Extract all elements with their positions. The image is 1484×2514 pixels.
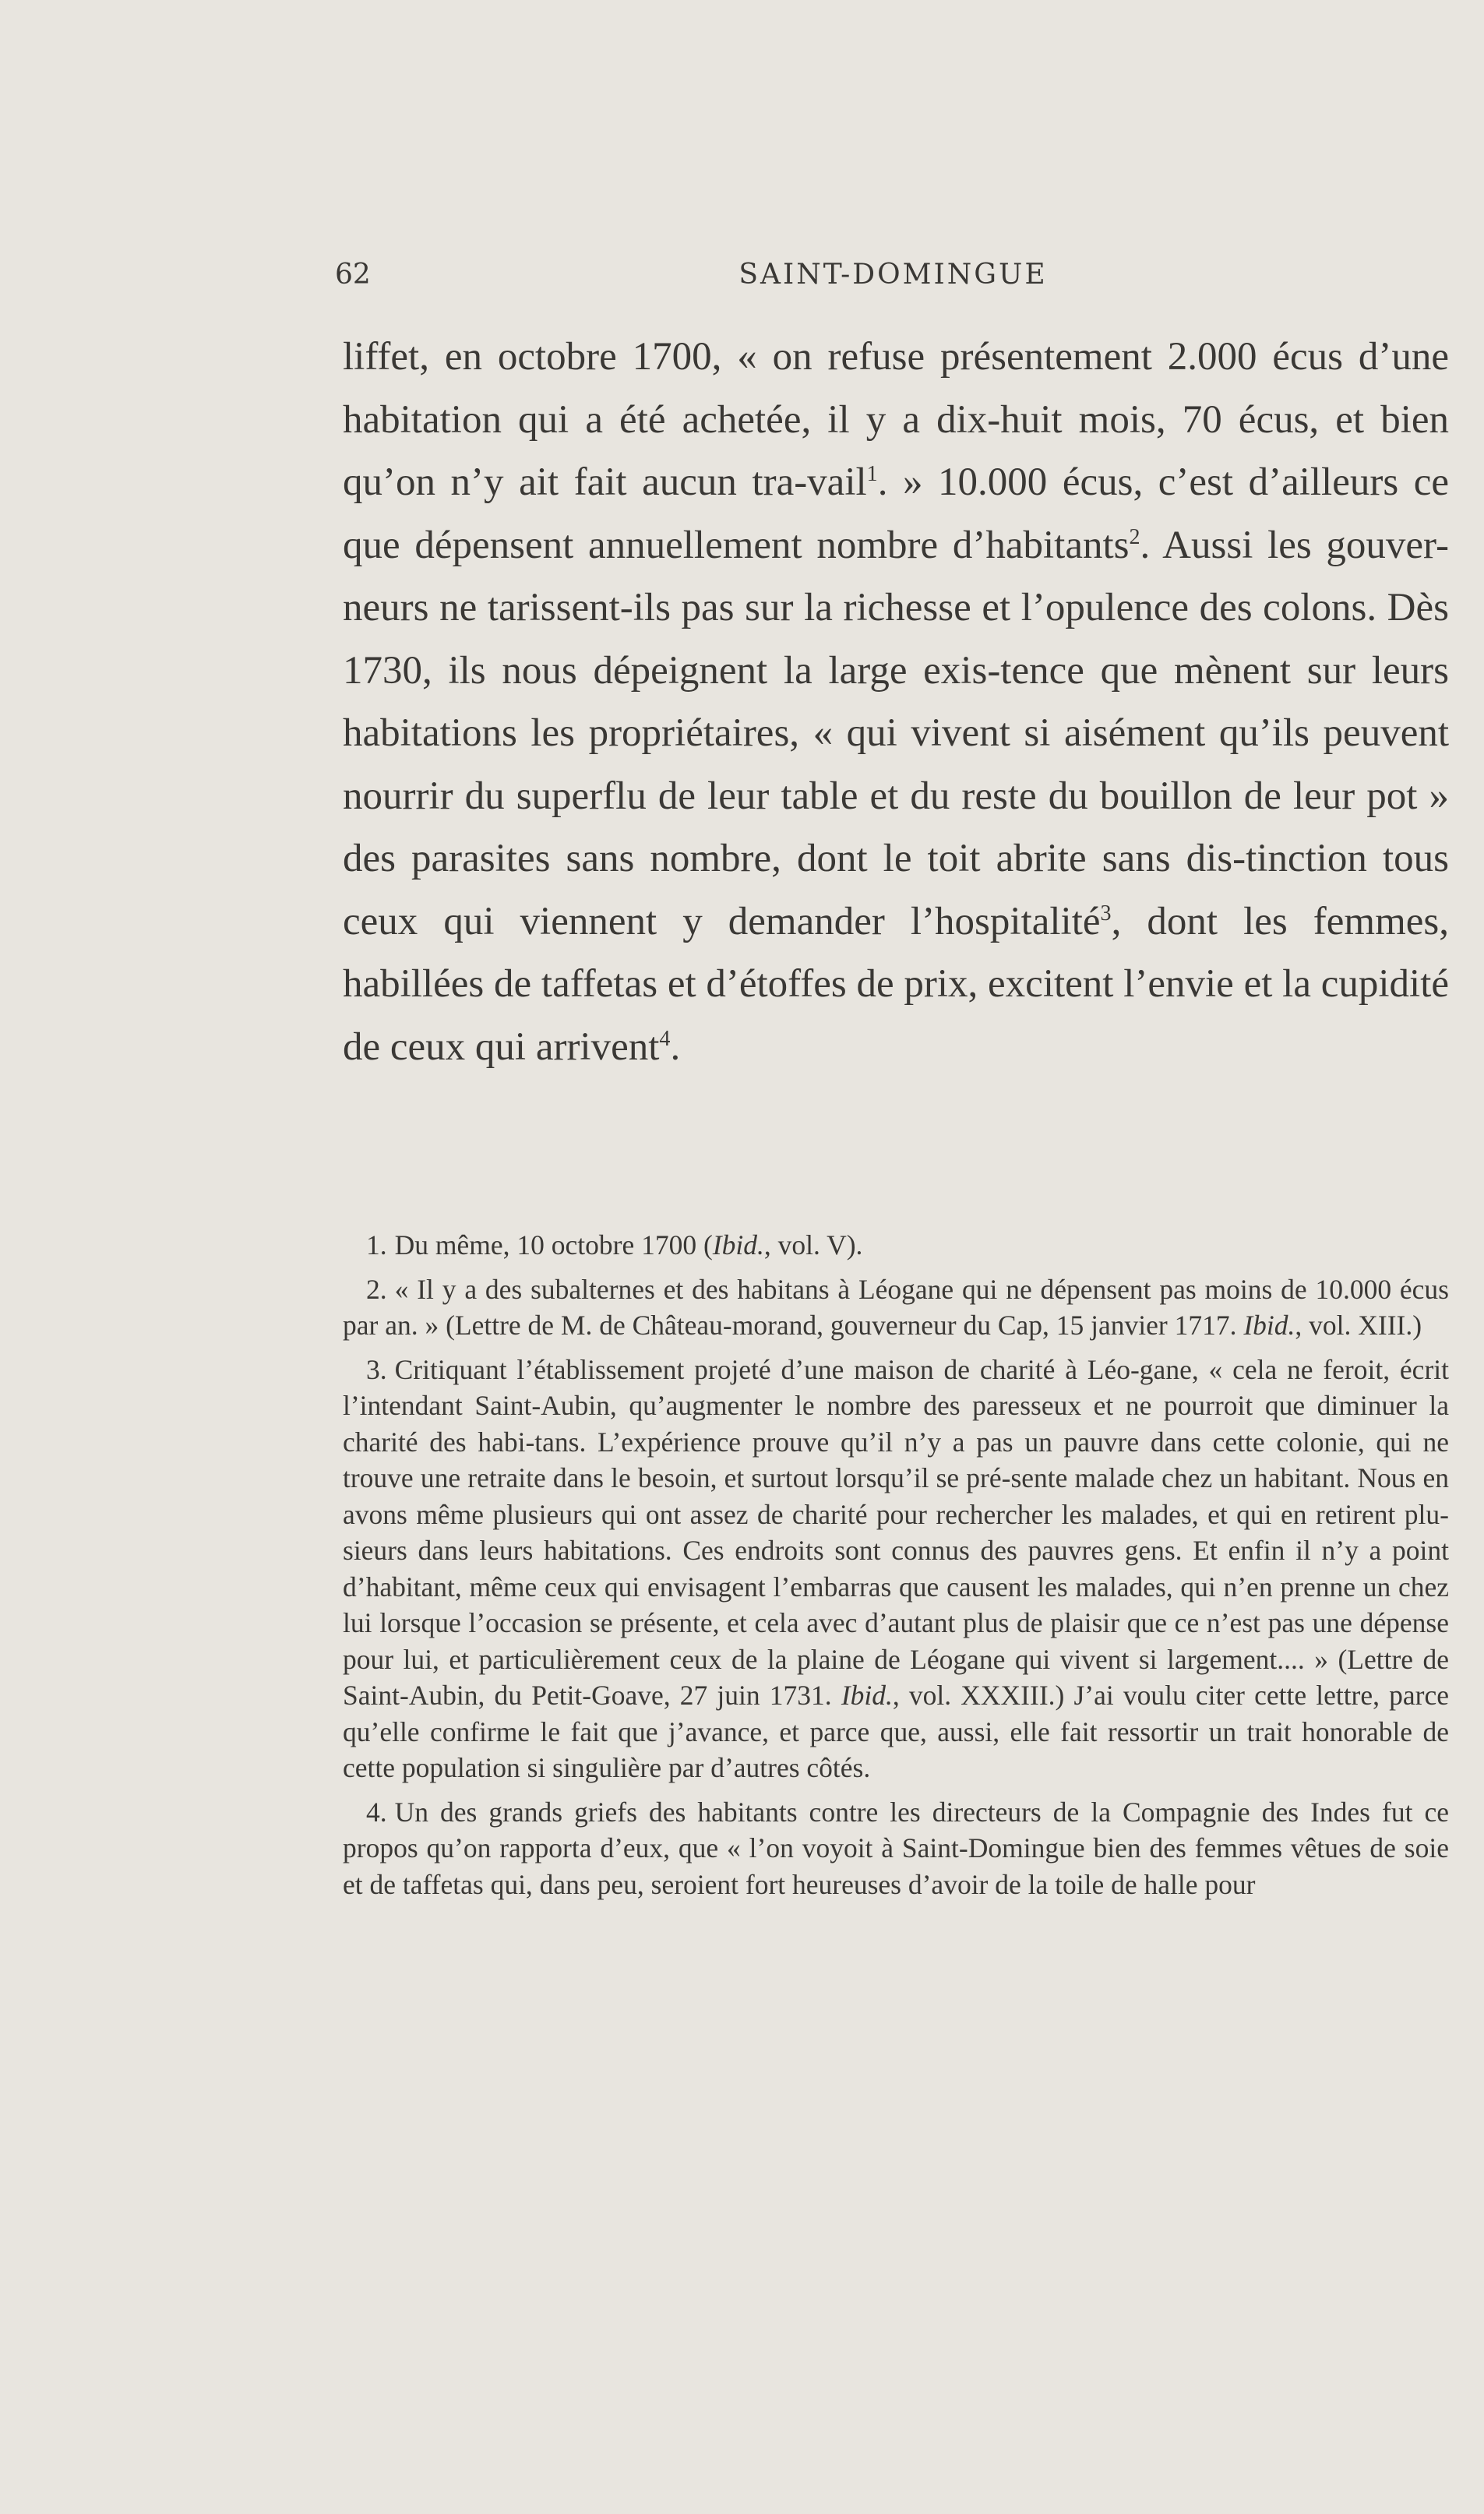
footnote-ref-3: 3 [1100,901,1112,926]
footnote-ref-4: 4 [659,1026,671,1051]
footnote-text: Critiquant l’établissement projeté d’une maison de charité à Léo-gane, « cela ne feroit, écrit l’intendant Saint-Aubin, qu’augmenter le nombre des paresseux et ne pourroit que diminuer la charité des habi-tans. L’expérience prouve qu’il n’y a pas un pauvre dans cette colonie, qui ne trouve une retraite dans le besoin, et surtout lorsqu’il se pré-sente malade chez un habitant. Nous en avons même plusieurs qui ont assez de charité pour rechercher les malades, et qui en retirent plu-sieurs dans leurs habitations. Ces endroits sont connus des pauvres gens. Et enfin il n’y a point d’habitant, même ceux qui envisagent l’embarras que causent les malades, qui n’en prenne un chez lui lorsque l’occasion se présente, et cela avec d’autant plus de plaisir que ce n’est pas une dépense pour lui, et particulièrement ceux de la plaine de Léogane qui vivent si largement.... » (Lettre de Saint-Aubin, du Petit-Goave, 27 juin 1731. [343,1353,1449,1711]
footnote-ibid: Ibid. [841,1680,893,1711]
page-number: 62 [335,259,371,291]
footnote-text: « Il y a des subalternes et des habitans à Léogane qui ne dépensent pas moins de 10.000 écus par an. » (Lettre de M. de Château-morand, gouverneur du Cap, 15 janvier 1717. [343,1273,1449,1341]
footnote-ibid: Ibid. [712,1229,764,1261]
text-segment: liffet, en octobre 1700, « on refuse présentement 2.000 écus d’une habitation qui a été achetée, il y a dix-huit mois, 70 écus, et bien qu’on n’y ait fait aucun tra-vail [343,335,1449,504]
running-head: SAINT-DOMINGUE [738,259,1048,291]
footnote-ref-1: 1 [866,462,878,486]
text-segment: . [670,1024,681,1069]
main-text [343,326,1449,1078]
body-paragraph [343,326,1449,1078]
footnote-text: Un des grands griefs des habitants contre les directeurs de la Compagnie des Indes fut ce propos qu’on rapporta d’eux, que « l’on voyoit à Saint-Domingue bien des femmes vêtues de soie et de taffetas qui, dans peu, seroient fort heureuses d’avoir de la toile de halle pour [343,1796,1449,1900]
footnotes [343,1227,1449,1910]
footnote-1 [343,1227,1449,1264]
footnote-number: 3. [366,1353,387,1385]
footnote-text: Du même, 10 octobre 1700 ( [394,1229,713,1261]
text-segment: , dont les femmes, habillées de taffetas et d’étoffes de prix, excitent l’envie et la cupidité de ceux qui arrivent [343,899,1450,1069]
page-header [335,259,1451,305]
footnote-number: 1. [366,1229,387,1261]
footnote-text: , vol. V). [763,1229,863,1261]
text-segment: . » 10.000 écus, c’est d’ailleurs ce que dépensent annuellement nombre d’habitants [343,460,1450,567]
footnote-4 [343,1794,1449,1903]
footnote-ibid: Ibid. [1243,1310,1295,1341]
text-segment: . Aussi les gouver-neurs ne tarissent-ils pas sur la richesse et l’opulence des colons. Dès 1730, ils nous dépeignent la large exis-tence que mènent sur leurs habitations les propriétaires, « qui vivent si aisément qu’ils peuvent nourrir du superflu de leur table et du reste du bouillon de leur pot » des parasites sans nombre, dont le toit abrite sans dis-tinction tous ceux qui viennent y demander l’hospitalité [343,523,1449,943]
footnote-text: , vol. XIII.) [1295,1310,1422,1341]
footnote-3 [343,1352,1449,1786]
footnote-2 [343,1271,1449,1344]
footnote-ref-2: 2 [1129,524,1140,549]
footnote-text: , vol. XXXIII.) J’ai voulu citer cette lettre, parce qu’elle confirme le fait que j’avance, et parce que, aussi, elle fait ressortir un trait honorable de cette population si singulière par d’autres côtés. [343,1680,1449,1783]
footnote-number: 2. [366,1273,387,1305]
footnote-number: 4. [366,1796,387,1828]
